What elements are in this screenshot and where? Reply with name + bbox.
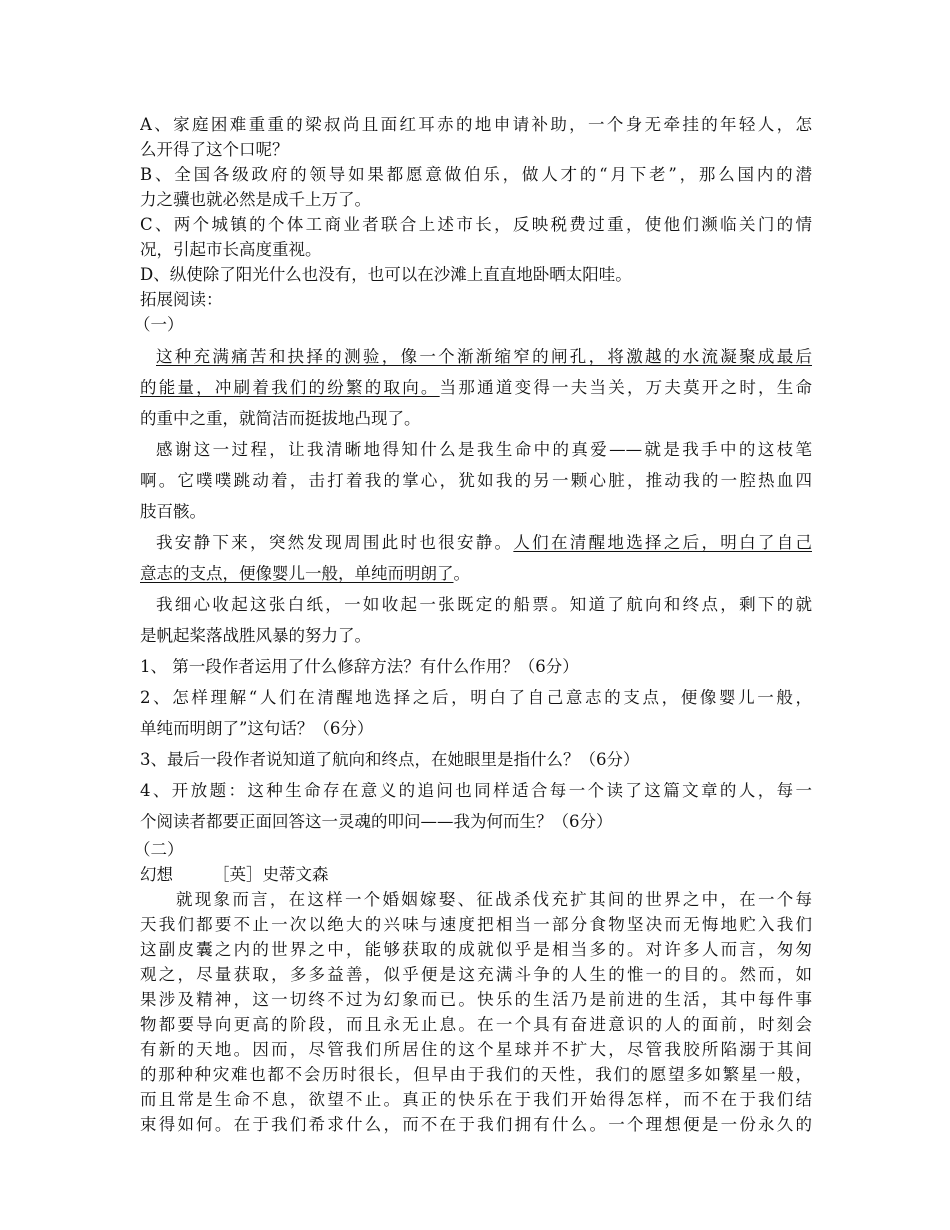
essay-line: 的那种种灾难也都不会历时很长，但早由于我们的天性，我们的愿望多如繁星一般， — [140, 1065, 812, 1084]
underlined-text: 的能量，冲刷着我们的纷繁的取向。 — [140, 378, 440, 397]
essay-line: 就现象而言，在这样一个婚姻嫁娶、征战杀伐充扩其间的世界之中，在一个每 — [176, 890, 812, 909]
part1-p1-line2 — [140, 372, 812, 403]
part1-p2-line2: 啊。它噗噗跳动着，击打着我的掌心，犹如我的另一颗心脏，推动我的一腔热血四 — [140, 471, 812, 490]
question-4-line1: 4、开放题：这种生命存在意义的追问也同样适合每一个读了这篇文章的人，每一 — [140, 781, 812, 800]
question-1: 1、 第一段作者运用了什么修辞方法？有什么作用？（6分） — [140, 657, 579, 676]
part1-p1-line1 — [140, 341, 812, 372]
document-page — [134, 112, 812, 1137]
essay-line: 而且常是生命不息，欲望不止。真正的快乐在于我们开始得怎样，而不在于我们结 — [140, 1090, 812, 1109]
option-c-line1: C、两个城镇的个体工商业者联合上述市长，反映税费过重，使他们濒临关门的情 — [140, 215, 812, 234]
option-d: D、纵使除了阳光什么也没有，也可以在沙滩上直直地卧晒太阳哇。 — [140, 265, 632, 284]
option-c-line2: 况，引起市长高度重视。 — [140, 240, 322, 259]
option-a-line1: A、家庭困难重重的梁叔尚且面红耳赤的地申请补助，一个身无牵挂的年轻人，怎 — [140, 115, 812, 134]
essay-line: 天我们都要不止一次以绝大的兴味与速度把相当一部分食物坚决而无悔地贮入我们 — [140, 915, 812, 934]
essay-line: 果涉及精神，这一切终不过为幻象而已。快乐的生活乃是前进的生活，其中每件事 — [140, 990, 812, 1009]
option-a-line2: 么开得了这个口呢？ — [140, 140, 289, 159]
option-b-line2: 力之骥也就必然是成千上万了。 — [140, 190, 371, 209]
option-b-line1: B、全国各级政府的领导如果都愿意做伯乐，做人才的“月下老”，那么国内的潜 — [140, 165, 812, 184]
essay-line: 有新的天地。因而，尽管我们所居住的这个星球并不扩大，尽管我胶所陷溺于其间 — [140, 1040, 812, 1059]
paragraph-text: 。 — [453, 564, 470, 583]
essay-line: 物都要导向更高的阶段，而且永无止息。在一个具有奋进意识的人的面前，时刻会 — [140, 1015, 812, 1034]
part1-p1-line3: 的重中之重，就简洁而挺拔地凸现了。 — [140, 409, 421, 428]
question-4-line2: 个阅读者都要正面回答这一灵魂的叩问——我为何而生？（6分） — [140, 812, 613, 831]
section-title: 拓展阅读： — [140, 290, 223, 309]
underlined-text: 这种充满痛苦和抉择的测验，像一个渐渐缩窄的闸孔，将激越的水流凝聚成最后 — [156, 347, 812, 366]
question-3: 3、最后一段作者说知道了航向和终点，在她眼里是指什么？（6分） — [140, 750, 640, 769]
essay-line: 束得如何。在于我们希求什么，而不在于我们拥有什么。一个理想便是一份永久的 — [140, 1115, 812, 1134]
question-2-line1: 2、怎样理解“人们在清醒地选择之后，明白了自己意志的支点，便像婴儿一般， — [140, 688, 812, 707]
part1-label: （一） — [134, 315, 184, 334]
essay-heading — [140, 862, 812, 887]
underlined-text: 意志的支点，便像婴儿一般，单纯而明朗了 — [140, 564, 454, 583]
essay-author: ［英］史蒂文森 — [213, 865, 329, 884]
part1-p3-line2 — [140, 558, 812, 589]
underlined-text: 人们在清醒地选择之后，明白了自己 — [513, 533, 812, 552]
paragraph-text: 我安静下来，突然发现周围此时也很安静。 — [156, 533, 514, 552]
part1-p4-line1: 我细心收起这张白纸，一如收起一张既定的船票。知道了航向和终点，剩下的就 — [156, 595, 812, 614]
paragraph-text: 当那通道变得一夫当关，万夫莫开之时，生命 — [439, 378, 812, 397]
part1-p2-line1: 感谢这一过程，让我清晰地得知什么是我生命中的真爱——就是我手中的这枝笔 — [156, 440, 812, 459]
part1-p2-line3: 肢百骸。 — [140, 502, 206, 521]
essay-line: 这副皮囊之内的世界之中，能够获取的成就似乎是相当多的。对许多人而言，匆匆 — [140, 940, 812, 959]
part1-p4-line2: 是帆起桨落战胜风暴的努力了。 — [140, 626, 371, 645]
question-2-line2: 单纯而明朗了”这句话？（6分） — [140, 719, 374, 738]
essay-title: 幻想 — [140, 865, 173, 884]
part1-p3-line1 — [140, 527, 812, 558]
part2-label: （二） — [134, 840, 184, 859]
essay-line: 观之，尽量获取，多多益善，似乎便是这充满斗争的人生的惟一的目的。然而，如 — [140, 965, 812, 984]
